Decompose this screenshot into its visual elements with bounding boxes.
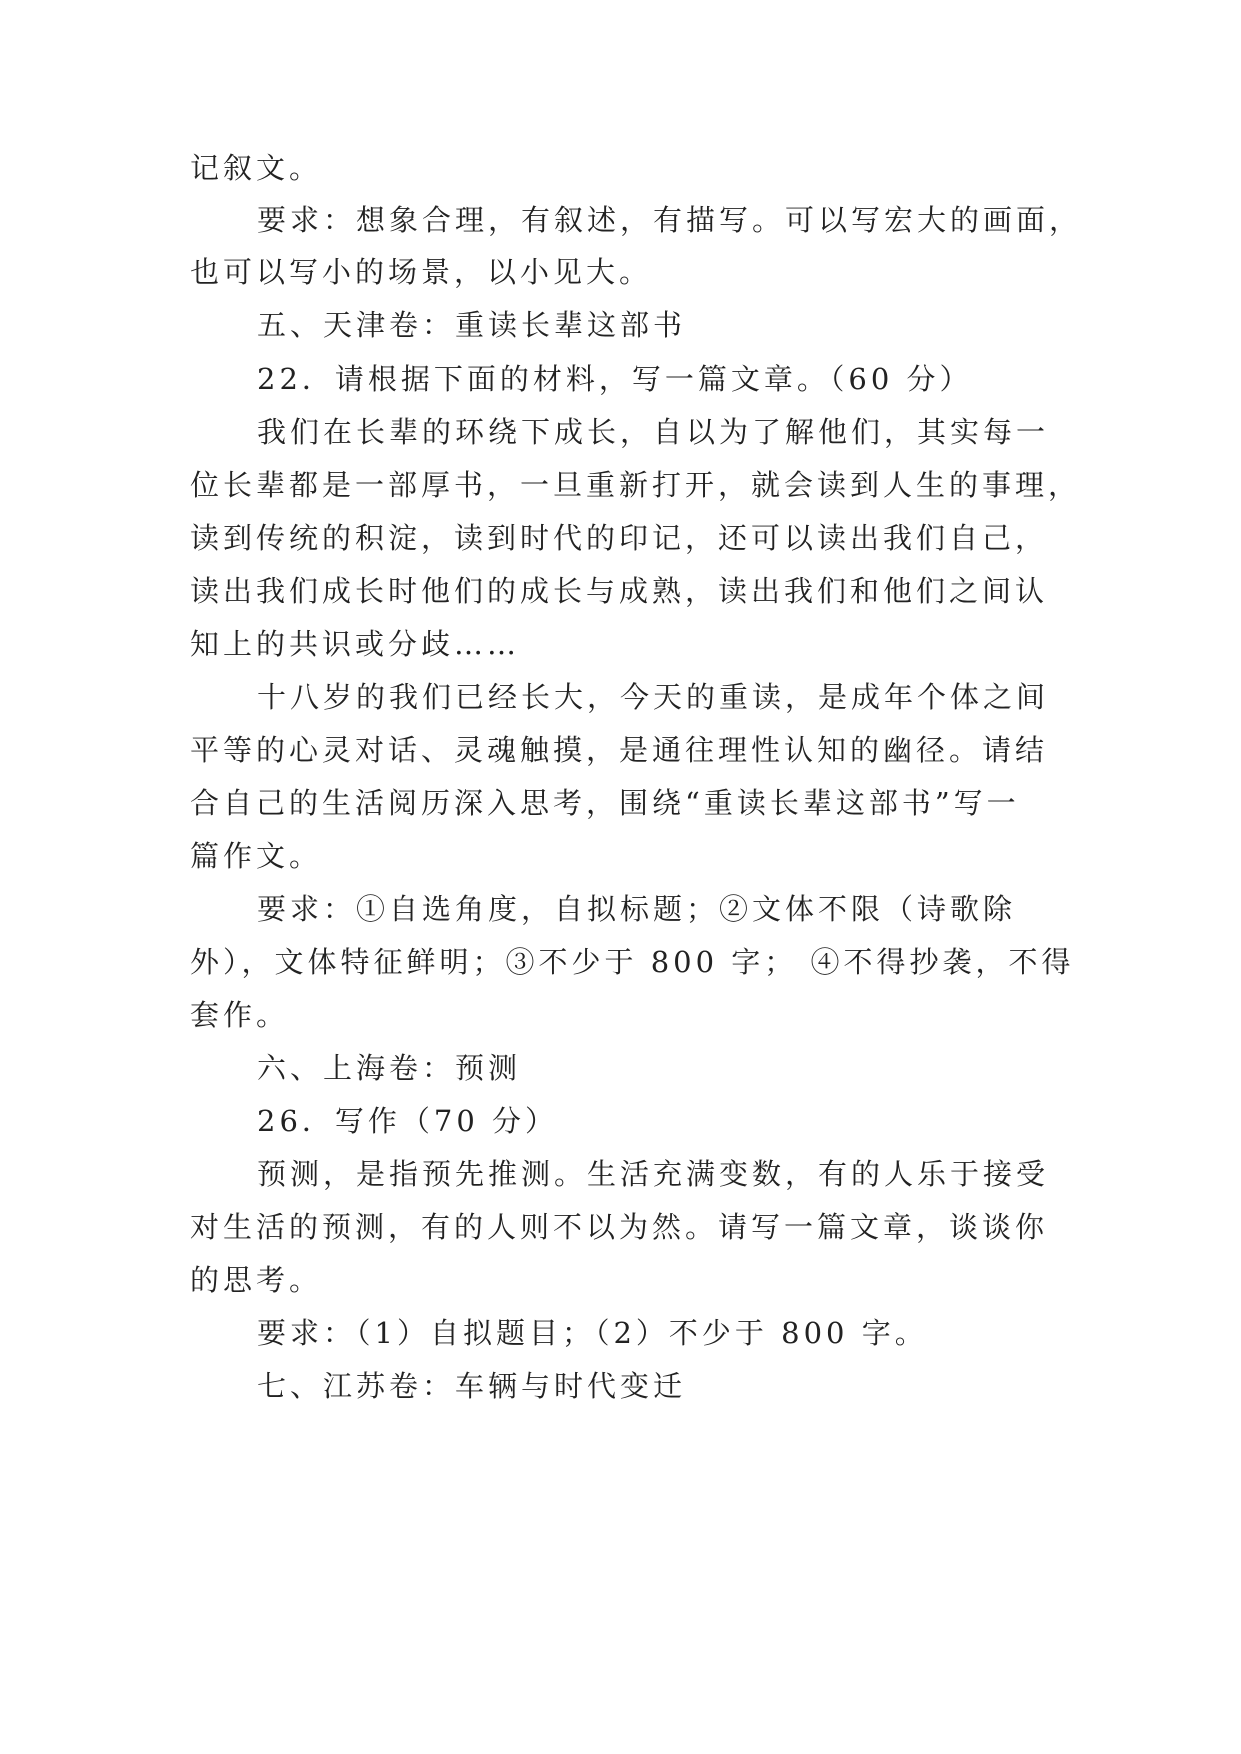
text-line: 平等的心灵对话、灵魂触摸，是通往理性认知的幽径。请结 <box>190 733 1049 767</box>
text-line: 记叙文。 <box>190 151 323 185</box>
text-line: 位长辈都是一部厚书，一旦重新打开，就会读到人生的事理， <box>190 468 1082 502</box>
text-line: 外），文体特征鲜明；③不少于 800 字； ④不得抄袭，不得 <box>190 945 1075 979</box>
text-line: 篇作文。 <box>190 839 323 873</box>
section-heading: 六、上海卷：预测 <box>257 1051 522 1085</box>
question-title: 26．写作（70 分） <box>257 1104 559 1138</box>
text-line: 读出我们成长时他们的成长与成熟，读出我们和他们之间认 <box>190 574 1049 608</box>
text-line: 预测，是指预先推测。生活充满变数，有的人乐于接受 <box>257 1157 1050 1191</box>
text-line: 我们在长辈的环绕下成长，自以为了解他们，其实每一 <box>257 415 1050 449</box>
text-line: 要求：想象合理，有叙述，有描写。可以写宏大的画面， <box>257 203 1083 237</box>
text-line: 读到传统的积淀，读到时代的印记，还可以读出我们自己， <box>190 521 1049 555</box>
section-heading: 五、天津卷：重读长辈这部书 <box>257 308 687 342</box>
text-line: 合自己的生活阅历深入思考，围绕“重读长辈这部书”写一 <box>190 786 1020 820</box>
section-heading: 七、江苏卷：车辆与时代变迁 <box>257 1369 687 1403</box>
text-line: 知上的共识或分歧…… <box>190 627 521 661</box>
text-line: 要求：（1）自拟题目；（2）不少于 800 字。 <box>257 1316 928 1350</box>
text-line: 十八岁的我们已经长大，今天的重读，是成年个体之间 <box>257 680 1050 714</box>
text-line: 也可以写小的场景，以小见大。 <box>190 255 653 289</box>
text-line: 套作。 <box>190 998 290 1032</box>
question-title: 22．请根据下面的材料，写一篇文章。（60 分） <box>257 362 973 396</box>
text-line: 要求：①自选角度，自拟标题；②文体不限（诗歌除 <box>257 892 1017 926</box>
text-line: 对生活的预测，有的人则不以为然。请写一篇文章，谈谈你 <box>190 1210 1049 1244</box>
text-line: 的思考。 <box>190 1263 323 1297</box>
